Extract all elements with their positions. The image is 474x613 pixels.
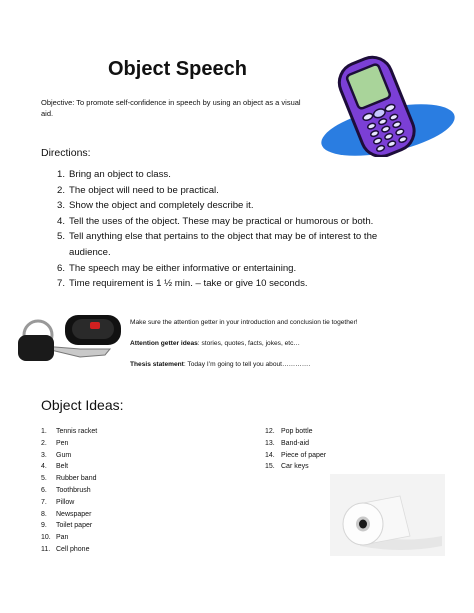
directions-list — [41, 167, 421, 292]
list-item: 4. Tell the uses of the object. These may be practical or humorous or both. — [57, 215, 374, 227]
list-item: 6. The speech may be either informative or entertaining. — [57, 262, 297, 274]
list-item: 13. Band-aid — [265, 439, 310, 447]
cell-phone-icon — [308, 52, 458, 157]
list-item: 15. Car keys — [265, 463, 309, 471]
list-item: 4. Belt — [41, 463, 69, 471]
objective-text: Objective: To promote self-confidence in speech by using an object as a visual aid. — [41, 98, 301, 118]
page-title: Object Speech — [108, 58, 247, 80]
speech-notes — [130, 318, 450, 381]
list-item: 5. Tell anything else that pertains to the object that may be of interest to the audience. — [57, 231, 378, 258]
toilet-paper-icon — [330, 474, 445, 556]
list-item: 6. Toothbrush — [41, 486, 91, 494]
list-item: 11. Cell phone — [41, 545, 90, 553]
toilet-paper-photo — [330, 474, 445, 556]
list-item: 2. The object will need to be practical. — [57, 184, 219, 196]
list-item: 5. Rubber band — [41, 475, 97, 483]
attention-ideas: Attention getter ideas: stories, quotes, facts, jokes, etc… — [130, 340, 301, 347]
list-item: 3. Gum — [41, 451, 72, 459]
attention-note: Make sure the attention getter in your introduction and conclusion tie together! — [130, 319, 358, 326]
thesis-statement: Thesis statement: Today I’m going to tell you about…………. — [130, 361, 311, 368]
list-item: 1. Tennis racket — [41, 428, 98, 435]
list-item: 7. Pillow — [41, 498, 75, 506]
list-item: 7. Time requirement is 1 ½ min. – take or give 10 seconds. — [57, 278, 308, 290]
list-item: 8. Newspaper — [41, 510, 92, 518]
ideas-list-column-2 — [265, 426, 425, 473]
ideas-list-column-1 — [41, 426, 201, 556]
list-item: 12. Pop bottle — [265, 428, 313, 435]
list-item: 14. Piece of paper — [265, 451, 327, 459]
list-item: 10. Pan — [41, 534, 69, 542]
list-item: 3. Show the object and completely describe it. — [57, 200, 254, 212]
ideas-heading: Object Ideas: — [41, 397, 124, 413]
list-item: 2. Pen — [41, 439, 69, 447]
car-keys-icon — [10, 305, 125, 365]
directions-heading: Directions: — [41, 147, 91, 159]
list-item: 1. Bring an object to class. — [57, 169, 171, 180]
list-item: 9. Toilet paper — [41, 522, 93, 530]
